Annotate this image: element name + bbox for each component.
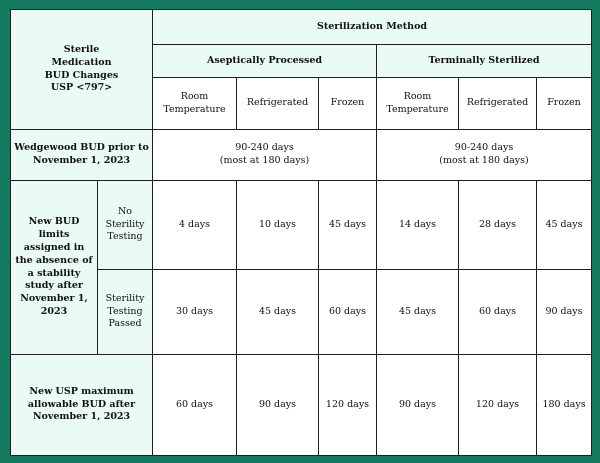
table-cell: 14 days: [377, 181, 459, 270]
label-line: allowable BUD after: [27, 398, 136, 410]
title-line: Medication: [51, 56, 112, 68]
sterility-testing-passed-row: [11, 270, 592, 355]
label-line: No: [117, 205, 133, 217]
table-cell: 28 days: [459, 181, 537, 270]
column-header-refrigerated: [459, 78, 537, 130]
value-line: (most at 180 days): [439, 155, 529, 166]
bud-table: [10, 9, 592, 456]
label-line: New BUD: [28, 216, 80, 228]
header-row-method: [11, 10, 592, 45]
title-line: USP <797>: [50, 82, 113, 94]
label-line: Passed: [108, 318, 142, 330]
label-line: Sterility: [105, 292, 145, 304]
usp-maximum-row: [11, 355, 592, 456]
label-line: November 1, 2023: [32, 155, 131, 166]
label-line: November 1, 2023: [32, 411, 131, 423]
usp-maximum-label: [11, 355, 153, 456]
label-line: a stability: [27, 267, 81, 279]
value-line: 90-240 days: [454, 142, 514, 154]
title-line: Sterile: [63, 43, 100, 55]
prior-bud-label: [11, 130, 153, 181]
label-line: study after: [25, 280, 83, 292]
aseptically-processed-header: Aseptically Processed: [153, 45, 377, 78]
column-header-frozen: [319, 78, 377, 130]
column-header-refrigerated: [237, 78, 319, 130]
table-cell: 45 days: [377, 270, 459, 355]
prior-bud-aseptic-value: [153, 130, 377, 181]
label-line: the absence of: [15, 254, 93, 266]
table-cell: 4 days: [153, 181, 237, 270]
prior-bud-terminal-value: [377, 130, 592, 181]
terminally-sterilized-header: Terminally Sterilized: [377, 45, 592, 78]
table-cell: 30 days: [153, 270, 237, 355]
table-title: [11, 10, 153, 130]
table-cell: 45 days: [537, 181, 592, 270]
column-header-room-temperature: [377, 78, 459, 130]
prior-bud-row: [11, 130, 592, 181]
sterilization-method-header: Sterilization Method: [153, 10, 592, 45]
label-line: Wedgewood BUD prior to: [14, 142, 149, 154]
table-cell: 10 days: [237, 181, 319, 270]
column-header-line: Room: [403, 90, 432, 102]
label-line: Testing: [107, 305, 143, 317]
table-cell: 90 days: [377, 355, 459, 456]
label-line: 2023: [40, 305, 68, 317]
table-cell: 90 days: [537, 270, 592, 355]
table-cell: 45 days: [237, 270, 319, 355]
label-line: limits: [38, 229, 70, 241]
table-cell: 120 days: [459, 355, 537, 456]
table-cell: 60 days: [153, 355, 237, 456]
table-cell: 120 days: [319, 355, 377, 456]
column-header-line: Refrigerated: [246, 97, 309, 109]
label-line: New USP maximum: [29, 385, 134, 397]
table-cell: 60 days: [319, 270, 377, 355]
no-sterility-testing-label: [98, 181, 153, 270]
label-line: Sterility: [105, 218, 145, 230]
label-line: November 1,: [20, 293, 88, 305]
table-cell: 45 days: [319, 181, 377, 270]
column-header-line: Temperature: [163, 103, 226, 115]
label-line: assigned in: [23, 241, 85, 253]
value-line: (most at 180 days): [219, 155, 310, 166]
column-header-line: Refrigerated: [466, 97, 529, 109]
column-header-line: Room: [180, 90, 209, 102]
column-header-line: Frozen: [330, 97, 365, 109]
sterility-testing-passed-label: [98, 270, 153, 355]
column-header-line: Frozen: [547, 97, 581, 109]
column-header-room-temperature: [153, 78, 237, 130]
title-line: BUD Changes: [44, 69, 119, 81]
table-cell: 90 days: [237, 355, 319, 456]
no-sterility-testing-row: [11, 181, 592, 270]
value-line: 90-240 days: [235, 142, 294, 154]
column-header-frozen: [537, 78, 592, 130]
bud-table-frame: [10, 9, 591, 455]
table-cell: 180 days: [537, 355, 592, 456]
column-header-line: Temperature: [386, 103, 449, 115]
new-bud-limits-label: [11, 181, 98, 355]
label-line: Testing: [107, 231, 143, 243]
table-cell: 60 days: [459, 270, 537, 355]
